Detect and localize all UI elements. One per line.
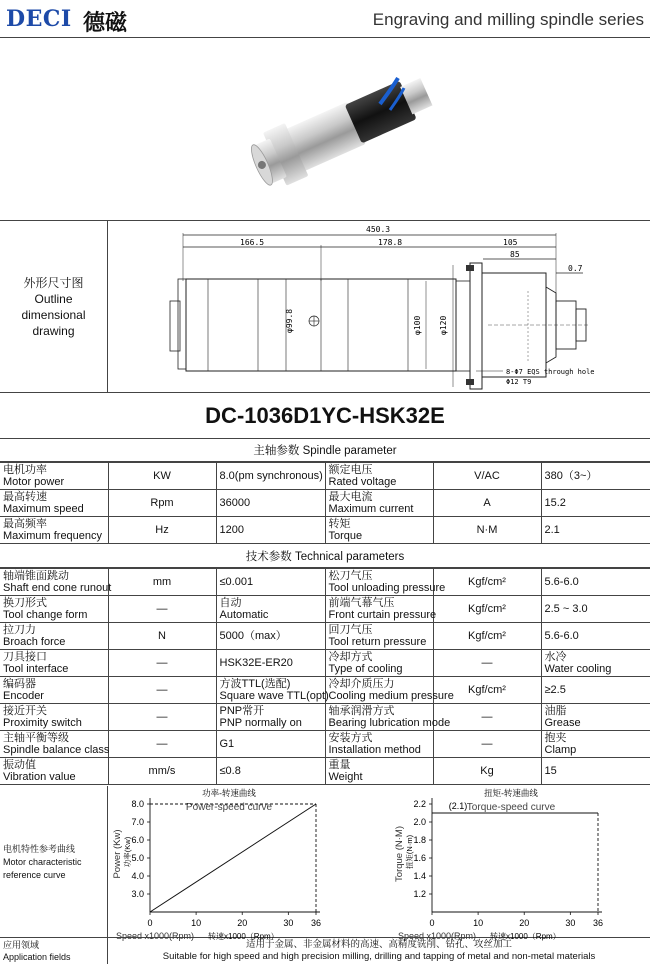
product-photo-area xyxy=(0,38,650,221)
param-name xyxy=(325,731,433,758)
characteristic-curves xyxy=(108,786,650,941)
param-name-cn: 松刀气压 xyxy=(328,570,373,582)
chart-1-x-tick-label: 10 xyxy=(473,918,484,928)
param-unit: N·M xyxy=(433,517,541,544)
chart-0-ylabel-cn: 功率(Kw) xyxy=(123,836,132,868)
chart-0-x-tick-label: 30 xyxy=(283,918,294,928)
param-value-line1: 水冷 xyxy=(544,651,567,663)
param-name-cn: 最高转速 xyxy=(3,491,47,503)
param-name-en: Weight xyxy=(328,771,363,783)
chart-1-subtitle: Torque-speed curve xyxy=(466,802,556,813)
param-value-line1: 油脂 xyxy=(544,705,567,717)
outline-label-cn: 外形尺寸图 xyxy=(23,276,84,290)
param-name xyxy=(0,650,108,677)
param-name-en: Bearing lubrication mode xyxy=(328,717,451,729)
param-name-cn: 轴端锥面跳动 xyxy=(3,570,69,582)
chart-0-x-tick-label: 36 xyxy=(310,918,322,928)
chart-1-y-tick-label: 1.6 xyxy=(413,853,426,863)
technical-param-row xyxy=(0,596,650,623)
param-name-cn: 接近开关 xyxy=(3,705,47,717)
technical-parameter-table xyxy=(0,568,650,785)
param-value-line1: 方波TTL(选配) xyxy=(219,678,291,690)
param-name-cn: 重量 xyxy=(328,759,351,771)
param-value xyxy=(541,731,650,758)
param-name xyxy=(0,517,108,544)
param-name-cn: 安装方式 xyxy=(328,732,373,744)
param-name xyxy=(325,677,454,704)
param-value: 2.5 ~ 3.0 xyxy=(541,596,650,623)
param-unit: Hz xyxy=(108,517,216,544)
param-name xyxy=(0,731,108,758)
param-name xyxy=(325,569,446,596)
param-name-en: Rated voltage xyxy=(328,476,397,488)
param-name xyxy=(0,490,108,517)
param-unit: — xyxy=(108,650,216,677)
technical-parameter-title: 技术参数 Technical parameters xyxy=(0,545,650,568)
param-unit: Kgf/cm² xyxy=(433,596,541,623)
dim-nose: 0.7 xyxy=(568,264,583,273)
chart-0-series-line xyxy=(150,804,316,912)
param-value: 1200 xyxy=(216,517,325,544)
param-value xyxy=(216,677,329,704)
param-value-line2: Grease xyxy=(544,717,581,729)
chart-0-x-tick-label: 10 xyxy=(191,918,202,928)
param-value xyxy=(216,704,325,731)
chart-1-title: 扭矩-转速曲线 xyxy=(484,788,538,798)
chart-0-y-tick-label: 3.0 xyxy=(131,889,144,899)
chart-0-ylabel: Power (Kw) xyxy=(112,829,123,879)
param-unit: — xyxy=(108,596,216,623)
chart-0-y-tick-label: 6.0 xyxy=(131,835,144,845)
param-unit: Kg xyxy=(433,758,541,785)
param-unit: Rpm xyxy=(108,490,216,517)
param-name-en: Tool unloading pressure xyxy=(328,582,446,594)
param-name-en: Vibration value xyxy=(3,771,76,783)
param-name-cn: 冷却方式 xyxy=(328,651,373,663)
applications-section xyxy=(0,938,650,964)
outline-label-en-1: Outline xyxy=(34,292,73,306)
param-name-en: Installation method xyxy=(328,744,421,756)
param-name-en: Tool return pressure xyxy=(328,636,427,648)
param-name-cn: 换刀形式 xyxy=(3,597,47,609)
applications-text xyxy=(108,938,650,964)
spindle-photo xyxy=(0,38,650,221)
curves-label-en-2: reference curve xyxy=(3,869,66,880)
param-name xyxy=(325,463,433,490)
param-name-en: Proximity switch xyxy=(3,717,82,729)
param-name-cn: 电机功率 xyxy=(3,464,47,476)
chart-1-ylabel: Torque (N·M) xyxy=(394,826,405,882)
param-unit: — xyxy=(108,677,216,704)
param-value-line2: PNP normally on xyxy=(219,717,302,729)
curves-label-en-1: Motor characteristic xyxy=(3,856,82,867)
chart-0-x-tick-label: 20 xyxy=(237,918,248,928)
chart-1-y-tick-label: 1.4 xyxy=(413,871,426,881)
chart-0-xlabel-cn: 转速x1000（Rpm） xyxy=(208,932,279,941)
dim-right: 105 xyxy=(503,238,518,247)
param-name-en: Spindle balance class xyxy=(3,744,110,756)
chart-1-xlabel-cn: 转速x1000（Rpm） xyxy=(490,932,561,941)
param-name-cn: 主轴平衡等级 xyxy=(3,732,69,744)
chart-0-y-tick-label: 5.0 xyxy=(131,853,144,863)
param-unit: Kgf/cm² xyxy=(433,677,541,704)
param-value: 5.6-6.0 xyxy=(541,623,650,650)
param-value: 5000（max） xyxy=(216,623,325,650)
param-name-en: Tool interface xyxy=(3,663,69,675)
param-name-cn: 冷却介质压力 xyxy=(328,678,395,690)
param-value: 15.2 xyxy=(541,490,650,517)
header xyxy=(0,0,650,38)
param-name-cn: 回刀气压 xyxy=(328,624,373,636)
dim-dia3: φ120 xyxy=(439,315,448,335)
curves-section xyxy=(0,786,650,941)
chart-1-annotation: (2.1) xyxy=(448,801,468,811)
param-unit: — xyxy=(433,704,541,731)
param-value: HSK32E-ER20 xyxy=(216,650,325,677)
technical-param-row xyxy=(0,623,650,650)
param-name-cn: 最高频率 xyxy=(3,518,47,530)
param-name xyxy=(325,517,433,544)
param-value: ≥2.5 xyxy=(541,677,650,704)
param-value: 36000 xyxy=(216,490,325,517)
outline-label-en-2: dimensional xyxy=(21,308,86,322)
param-name xyxy=(325,704,451,731)
param-name xyxy=(0,704,108,731)
param-unit: N xyxy=(108,623,216,650)
param-value xyxy=(541,704,650,731)
param-name-cn: 振动值 xyxy=(3,759,36,771)
technical-param-row xyxy=(0,704,650,731)
spindle-param-row xyxy=(0,517,650,544)
param-value-line1: PNP常开 xyxy=(219,705,265,717)
param-name xyxy=(325,596,437,623)
dimension-drawing xyxy=(108,221,650,393)
technical-param-row xyxy=(0,731,650,758)
hole-callout-1: 8-Φ7 EQS through hole xyxy=(506,368,595,376)
param-name-en: Shaft end cone runout xyxy=(3,582,112,594)
chart-0-xlabel: Speed x1000(Rpm) xyxy=(116,931,195,941)
outline-label xyxy=(0,221,108,393)
dim-mid: 178.8 xyxy=(378,238,403,247)
chart-0-subtitle: Power-speed curve xyxy=(185,802,273,813)
chart-0-x-tick-label: 0 xyxy=(147,918,153,928)
spindle-param-row xyxy=(0,463,650,490)
param-value xyxy=(216,596,325,623)
hole-callout-2: Φ12 T9 xyxy=(506,378,532,386)
technical-param-row xyxy=(0,758,650,785)
dim-total: 450.3 xyxy=(366,225,391,234)
param-value: G1 xyxy=(216,731,325,758)
dim-dia2: φ100 xyxy=(413,315,422,335)
curves-label-cn: 电机特性参考曲线 xyxy=(3,843,76,854)
technical-param-row xyxy=(0,569,650,596)
technical-param-row xyxy=(0,650,650,677)
param-name xyxy=(0,596,108,623)
param-value: 5.6-6.0 xyxy=(541,569,650,596)
chart-0-y-tick-label: 4.0 xyxy=(131,871,144,881)
param-name-cn: 拉刀力 xyxy=(3,624,36,636)
chart-1-x-tick-label: 30 xyxy=(565,918,576,928)
param-name xyxy=(325,650,433,677)
param-name-cn: 额定电压 xyxy=(328,464,373,476)
dim-dia1: φ99.8 xyxy=(285,308,294,333)
param-name-en: Broach force xyxy=(3,636,66,648)
param-unit: — xyxy=(433,731,541,758)
dim-left: 166.5 xyxy=(240,238,265,247)
param-name-en: Maximum current xyxy=(328,503,414,515)
param-unit: Kgf/cm² xyxy=(433,569,541,596)
chart-0-y-tick-label: 7.0 xyxy=(131,817,144,827)
param-name-en: Encoder xyxy=(3,690,44,702)
chart-0-y-tick-label: 8.0 xyxy=(131,799,144,809)
param-unit: Kgf/cm² xyxy=(433,623,541,650)
param-name xyxy=(0,569,112,596)
param-value-line2: Square wave TTL(opt) xyxy=(219,690,329,702)
param-name-en: Maximum frequency xyxy=(3,530,103,542)
applications-label-en: Application fields xyxy=(3,952,71,962)
model-number: DC-1036D1YC-HSK32E xyxy=(0,393,650,439)
param-name xyxy=(0,463,108,490)
param-value-line2: Clamp xyxy=(544,744,577,756)
spindle-param-row xyxy=(0,490,650,517)
param-name xyxy=(0,677,108,704)
brand-logo-cn: 德磁 xyxy=(83,10,128,36)
param-value: 380（3~） xyxy=(541,463,650,490)
param-unit: — xyxy=(433,650,541,677)
param-name xyxy=(0,758,108,785)
param-name-en: Front curtain pressure xyxy=(328,609,437,621)
param-name-en: Motor power xyxy=(3,476,65,488)
chart-1-y-tick-label: 1.8 xyxy=(413,835,426,845)
param-unit: mm xyxy=(108,569,216,596)
applications-text-en: Suitable for high speed and high precision milling, drilling and tapping of metal and non-metal materials xyxy=(162,951,596,962)
param-value-line1: 抱夹 xyxy=(544,732,567,744)
param-name-en: Maximum speed xyxy=(3,503,84,515)
param-value: ≤0.8 xyxy=(216,758,325,785)
param-unit: mm/s xyxy=(108,758,216,785)
technical-param-row xyxy=(0,677,650,704)
param-name xyxy=(325,623,433,650)
param-name xyxy=(325,758,433,785)
param-name-en: Cooling medium pressure xyxy=(328,690,454,702)
param-name-cn: 转矩 xyxy=(328,518,351,530)
chart-1-x-tick-label: 20 xyxy=(519,918,530,928)
outline-label-en-3: drawing xyxy=(32,324,75,338)
chart-1-ylabel-cn: 扭矩(N·m) xyxy=(405,834,414,870)
param-name-cn: 轴承润滑方式 xyxy=(328,705,395,717)
series-title: Engraving and milling spindle series xyxy=(372,10,644,29)
param-unit: — xyxy=(108,731,216,758)
param-name-cn: 最大电流 xyxy=(328,491,373,503)
param-value-line2: Water cooling xyxy=(544,663,612,675)
param-name-en: Torque xyxy=(328,530,363,542)
param-value-line2: Automatic xyxy=(219,609,269,621)
curves-label xyxy=(0,786,108,938)
param-value: ≤0.001 xyxy=(216,569,325,596)
param-unit: KW xyxy=(108,463,216,490)
param-value: 2.1 xyxy=(541,517,650,544)
applications-label-cn: 应用领域 xyxy=(3,940,40,950)
param-unit: V/AC xyxy=(433,463,541,490)
chart-1-x-tick-label: 0 xyxy=(429,918,435,928)
chart-1-xlabel: Speed x1000(Rpm) xyxy=(398,931,477,941)
applications-text-cn: 适用于金属、非金属材料的高速、高精度铣削、钻孔、攻丝加工 xyxy=(245,939,512,950)
param-value-line1: 自动 xyxy=(219,597,242,609)
chart-1-y-tick-label: 2.0 xyxy=(413,817,426,827)
spindle-parameter-title: 主轴参数 Spindle parameter xyxy=(0,439,650,462)
param-name-en: Type of cooling xyxy=(328,663,403,675)
param-name xyxy=(325,490,433,517)
param-value: 8.0(pm synchronous) xyxy=(216,463,325,490)
param-name-cn: 刀具接口 xyxy=(3,651,47,663)
chart-0-title: 功率-转速曲线 xyxy=(202,788,256,798)
param-name-en: Tool change form xyxy=(3,609,88,621)
param-value xyxy=(541,650,650,677)
brand-logo-en: DECI xyxy=(6,6,72,32)
spindle-parameter-table xyxy=(0,462,650,544)
param-unit: — xyxy=(108,704,216,731)
param-value: 15 xyxy=(541,758,650,785)
applications-label xyxy=(0,938,108,964)
param-name xyxy=(0,623,108,650)
param-unit: A xyxy=(433,490,541,517)
chart-1-x-tick-label: 36 xyxy=(592,918,604,928)
param-name-cn: 编码器 xyxy=(3,678,36,690)
chart-1-y-tick-label: 1.2 xyxy=(413,889,426,899)
dim-right2: 85 xyxy=(510,250,520,259)
outline-drawing-section xyxy=(0,221,650,393)
chart-1-y-tick-label: 2.2 xyxy=(413,799,426,809)
param-name-cn: 前端气幕气压 xyxy=(328,597,395,609)
